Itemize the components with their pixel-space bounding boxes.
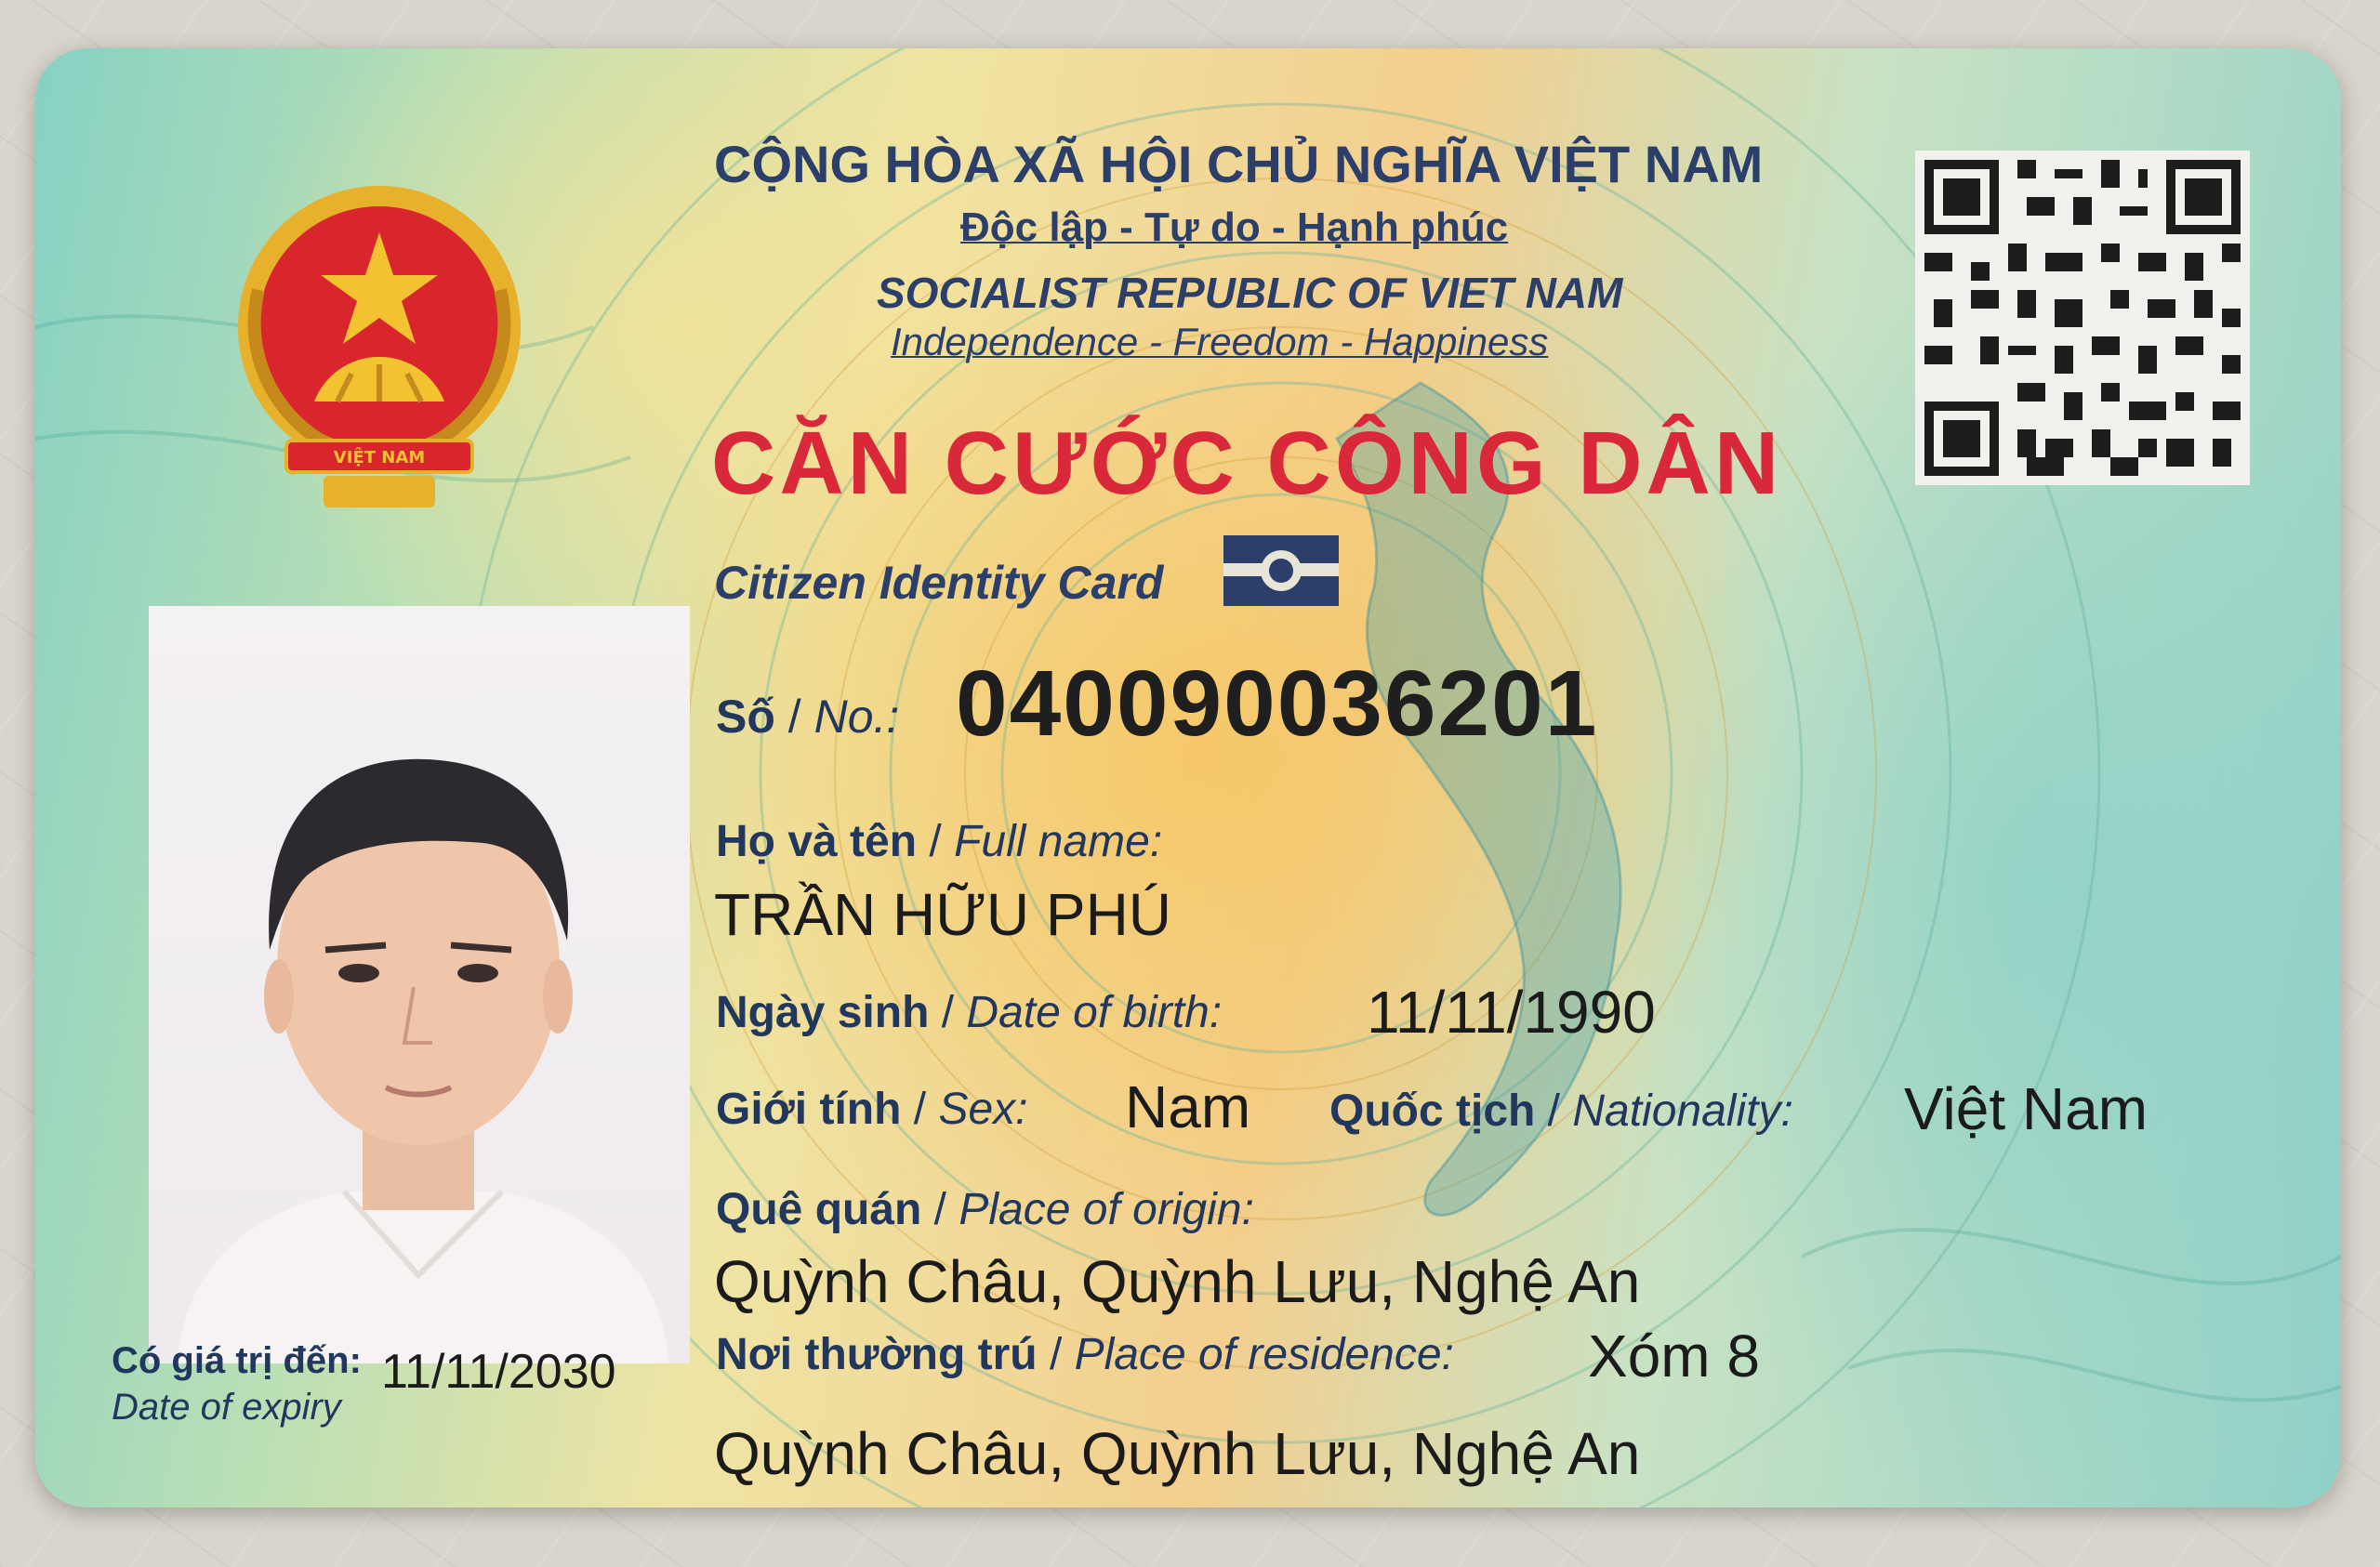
full-name-label-vn: Họ và tên (716, 817, 918, 866)
full-name-label-en: Full name: (954, 817, 1163, 866)
dob-label-vn: Ngày sinh (716, 988, 930, 1037)
number-label: Số / No.: (716, 691, 900, 743)
motto-vn: Độc lập - Tự do - Hạnh phúc (960, 204, 1509, 250)
dob-label: Ngày sinh / Date of birth: (716, 988, 1223, 1037)
residence-label: Nơi thường trú / Place of residence: (716, 1330, 1454, 1379)
expiry-label-vn: Có giá trị đến: (112, 1340, 362, 1381)
origin-label-vn: Quê quán (716, 1185, 922, 1234)
national-emblem (221, 178, 537, 522)
id-number: 040090036201 (956, 652, 1599, 756)
qr-code (1915, 151, 2250, 485)
nationality-value: Việt Nam (1904, 1075, 2149, 1142)
number-label-en: No.: (813, 691, 900, 743)
number-label-vn: Số (716, 691, 775, 743)
nationality-label: Quốc tịch / Nationality: (1329, 1086, 1793, 1136)
residence-value-line2: Quỳnh Châu, Quỳnh Lưu, Nghệ An (714, 1420, 1641, 1487)
residence-label-en: Place of residence: (1074, 1330, 1454, 1379)
sex-label: Giới tính / Sex: (716, 1085, 1028, 1134)
expiry-label-en: Date of expiry (112, 1387, 341, 1428)
sex-label-vn: Giới tính (716, 1085, 902, 1134)
full-name-value: TRẦN HỮU PHÚ (714, 881, 1171, 948)
country-name-vn: CỘNG HÒA XÃ HỘI CHỦ NGHĨA VIỆT NAM (714, 135, 1764, 193)
card-title-en: Citizen Identity Card (714, 557, 1164, 609)
origin-value: Quỳnh Châu, Quỳnh Lưu, Nghệ An (714, 1248, 1641, 1315)
motto-en: Independence - Freedom - Happiness (891, 320, 1549, 363)
dob-value: 11/11/1990 (1367, 979, 1656, 1046)
origin-label-en: Place of origin: (959, 1185, 1254, 1234)
origin-label: Quê quán / Place of origin: (716, 1185, 1254, 1234)
portrait-illustration (149, 606, 690, 1363)
nationality-label-vn: Quốc tịch (1329, 1086, 1536, 1136)
id-card (35, 48, 2341, 1508)
residence-value-line1: Xóm 8 (1588, 1323, 1760, 1389)
country-name-en: SOCIALIST REPUBLIC OF VIET NAM (877, 269, 1623, 317)
expiry-value: 11/11/2030 (381, 1345, 616, 1399)
chip-icon (1223, 535, 1339, 606)
nationality-label-en: Nationality: (1572, 1086, 1793, 1136)
full-name-label: Họ và tên / Full name: (716, 817, 1163, 866)
dob-label-en: Date of birth: (966, 988, 1223, 1037)
card-title-vn: CĂN CƯỚC CÔNG DÂN (711, 414, 1783, 513)
residence-label-vn: Nơi thường trú (716, 1330, 1038, 1379)
sex-value: Nam (1125, 1073, 1251, 1140)
sex-label-en: Sex: (938, 1085, 1028, 1134)
emblem-banner-text: VIỆT NAM (333, 448, 426, 467)
portrait-photo (149, 606, 690, 1363)
